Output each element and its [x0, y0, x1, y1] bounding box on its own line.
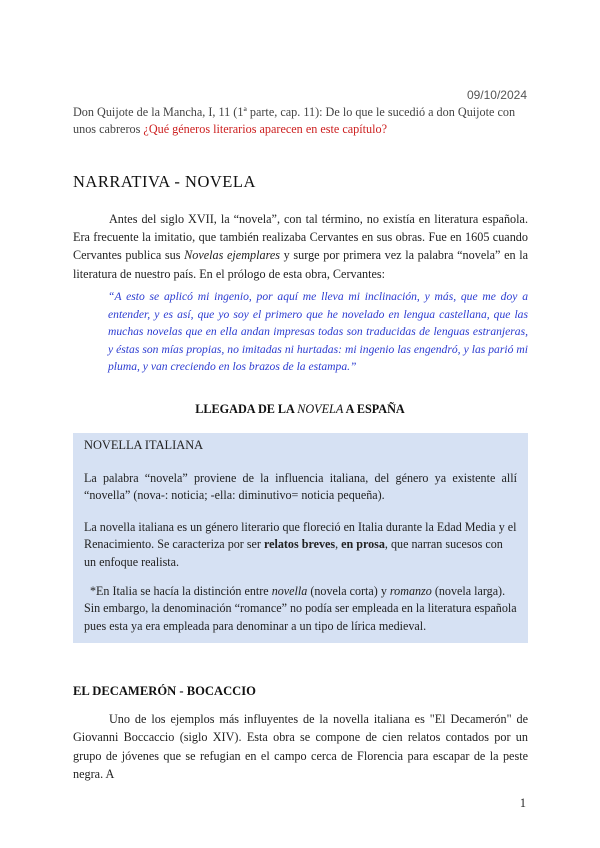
cervantes-quote: “A esto se aplicó mi ingenio, por aquí me lleva mi inclinación, y más, que me doy a entender, y es así, que yo soy el primero que he novelado en lengua castellana, que las muchas novelas que en ella andan impresas todas son traducidas de lenguas estranjeras, y éstas son mías propias, no imitadas ni hurtadas: mi ingenio las engendró, y las parió mi pluma, y van creciendo en los brazos de la estampa.”: [108, 290, 528, 374]
box-paragraph-3: [84, 583, 517, 635]
box-heading: NOVELLA ITALIANA: [84, 438, 204, 452]
box-p3-romanzo: romanzo: [389, 584, 432, 598]
box-p2-text-a: La novella italiana es un género literario que floreció en Italia durante la Edad Media y el Renacimiento. Se caracteriza por ser: [84, 520, 517, 552]
section-title-narrativa: NARRATIVA - NOVELA: [73, 172, 256, 191]
narrativa-paragraph: [73, 210, 528, 283]
box-p3-text-c: (novela larga). Sin embargo, la denominación “romance” no podía ser empleada en la literatura española pues esta ya era empleada para denominar a un tipo de lírica medieval.: [84, 584, 517, 633]
box-p3-novella: novella: [271, 584, 308, 598]
intro-paragraph: [73, 104, 528, 138]
document-date: 09/10/2024: [466, 88, 527, 102]
box-paragraph-2: [84, 519, 517, 571]
narrativa-text-b: y surge por primera vez la palabra “novela” en la literatura de nuestro país. En el prólogo de esta obra, Cervantes:: [73, 248, 529, 281]
intro-question: ¿Qué géneros literarios aparecen en este capítulo?: [143, 122, 388, 136]
box-p2-bold-prosa: en prosa: [341, 537, 385, 552]
llegada-heading-italic: NOVELA: [297, 402, 344, 416]
box-p2-bold-relatos: relatos breves: [263, 537, 336, 552]
box-paragraph-1: La palabra “novela” proviene de la influencia italiana, del género ya existente allí “novella” (nova-: noticia; -ella: diminutivo= noticia pequeña).: [84, 471, 517, 503]
box-p2-separator: ,: [335, 537, 342, 552]
novella-italiana-box: [73, 433, 528, 643]
intro-text: Don Quijote de la Mancha, I, 11 (1ª parte, cap. 11): De lo que le sucedió a don Quijote con unos cabreros: [73, 105, 516, 136]
box-p3-text-b: (novela corta) y: [307, 584, 390, 598]
page-number: 1: [519, 796, 526, 810]
box-p2-text-b: , que narran sucesos con un enfoque realista.: [84, 537, 503, 569]
section-heading-llegada: [0, 402, 600, 417]
llegada-heading-pre: LLEGADA DE LA: [195, 402, 298, 416]
llegada-heading-post: A ESPAÑA: [343, 402, 405, 416]
novelas-ejemplares-title: Novelas ejemplares: [184, 248, 281, 263]
section-title-decameron: EL DECAMERÓN - BOCACCIO: [73, 684, 256, 698]
box-p3-text-a: *En Italia se hacía la distinción entre: [90, 584, 272, 598]
decameron-paragraph: Uno de los ejemplos más influyentes de la novella italiana es "El Decamerón" de Giovanni Boccaccio (siglo XIV). Esta obra se compone de cien relatos contados por un grupo de jóvenes que se refugian en el campo cerca de Florencia para escapar de la peste negra. A: [73, 712, 528, 782]
narrativa-text-a: Antes del siglo XVII, la “novela”, con tal término, no existía en literatura española. Era frecuente la imitatio, que también realizaba Cervantes en sus obras. Fue en 1605 cuando Cervantes publica sus: [73, 212, 528, 263]
